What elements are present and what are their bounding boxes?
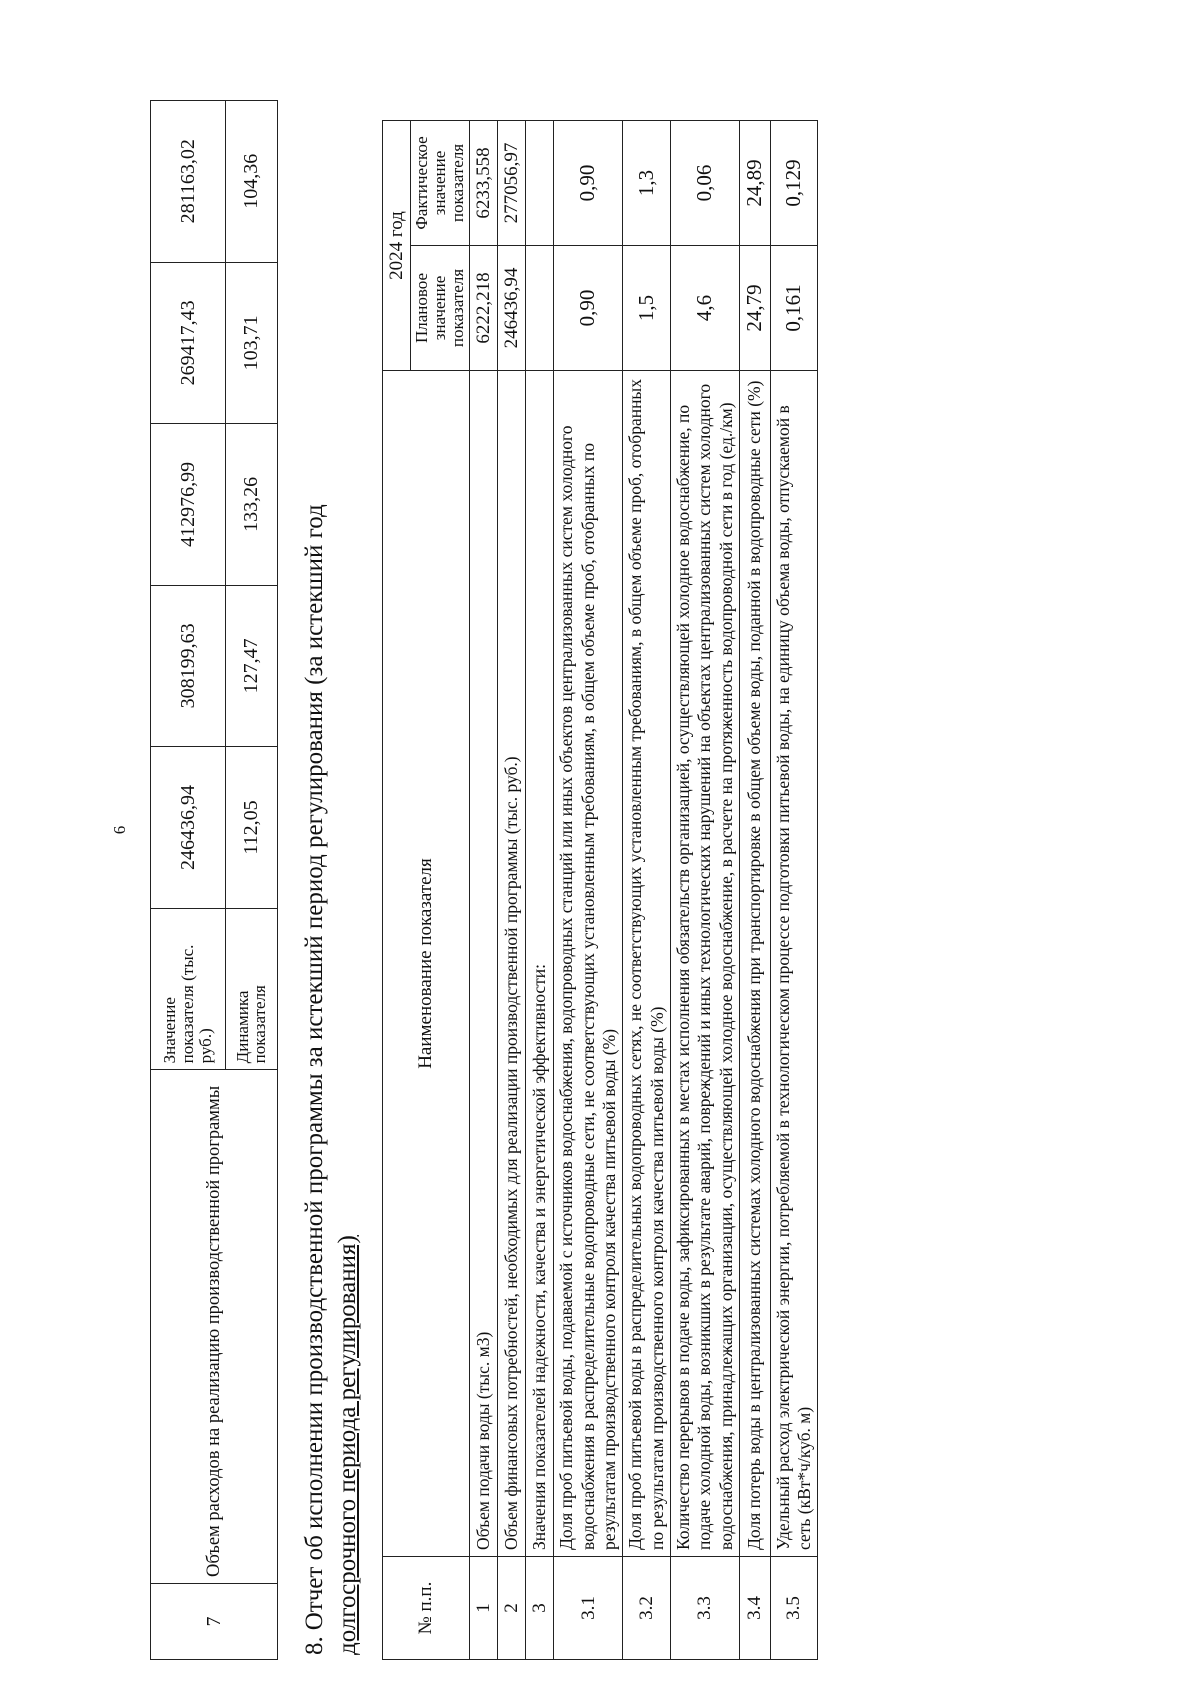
report-table bbox=[382, 120, 818, 1660]
row-no: 3.2 bbox=[623, 1557, 671, 1660]
row-name: Значения показателей надежности, качества и энергетической эффективности: bbox=[526, 371, 554, 1557]
row-plan: 246436,94 bbox=[497, 246, 525, 371]
section-heading bbox=[298, 105, 365, 1655]
value-cell: 269417,43 bbox=[151, 262, 226, 424]
table-row bbox=[670, 121, 739, 1660]
section-title: Отчет об исполнении производственной программы за истекший период регулирования (за истекший год bbox=[301, 504, 328, 1631]
value-cell: 104,36 bbox=[225, 101, 277, 263]
row-name: Количество перерывов в подаче воды, зафиксированных в местах исполнения обязательств организацией, осуществляющей холодное водоснабжение, по подаче холодной воды, возникших в результате аварий, повреждений и иных технологических нарушений на объектах централизованных систем холодного водоснабжения, принадлежащих организации, осуществляющей холодное водоснабжение, в расчете на протяженность водопроводной сети в год (ед./км) bbox=[670, 371, 739, 1557]
row-fact: 1,3 bbox=[623, 121, 671, 246]
header-year: 2024 год bbox=[383, 121, 411, 371]
row-fact: 0,06 bbox=[670, 121, 739, 246]
header-fact: Фактическое значение показателя bbox=[411, 121, 470, 246]
row-plan: 24,79 bbox=[739, 246, 770, 371]
value-cell: 127,47 bbox=[225, 585, 277, 747]
row-no: 3.3 bbox=[670, 1557, 739, 1660]
header-row bbox=[383, 121, 411, 1660]
row-fact: 0,129 bbox=[770, 121, 818, 246]
value-cell: 308199,63 bbox=[151, 585, 226, 747]
row-name: Доля потерь воды в централизованных системах холодного водоснабжения при транспортировке в общем объеме воды, поданной в водопроводные сети (%) bbox=[739, 371, 770, 1557]
indicator-name: Объем расходов на реализацию производственной программы bbox=[151, 1070, 278, 1584]
row-name: Объем финансовых потребностей, необходимых для реализации производственной программы (тыс. руб.) bbox=[497, 371, 525, 1557]
row-plan: 0,90 bbox=[554, 246, 623, 371]
row-name: Доля проб питьевой воды, подаваемой с источников водоснабжения, водопроводных станций или иных объектов централизованных систем холодного водоснабжения в распределительные водопроводные сети, не соответствующих установленным требованиям, в общем объеме проб, отобранных по результатам производственного контроля качества питьевой воды (%) bbox=[554, 371, 623, 1557]
row-fact: 6233,558 bbox=[469, 121, 497, 246]
table-row bbox=[554, 121, 623, 1660]
value-cell: 412976,99 bbox=[151, 424, 226, 586]
row-number: 7 bbox=[151, 1584, 278, 1660]
row-plan: 1,5 bbox=[623, 246, 671, 371]
row-label: Динамика показателя bbox=[225, 908, 277, 1070]
value-cell: 103,71 bbox=[225, 262, 277, 424]
row-plan bbox=[526, 246, 554, 371]
row-label: Значение показателя (тыс. руб.) bbox=[151, 908, 226, 1070]
section-number: 8. bbox=[301, 1636, 328, 1655]
row-name: Удельный расход электрической энергии, потребляемой в технологическом процессе подготовки питьевой воды, на единицу объема воды, отпускаемой в сеть (кВт*ч/куб. м) bbox=[770, 371, 818, 1557]
rotated-page-content bbox=[150, 100, 1090, 1660]
row-no: 3.4 bbox=[739, 1557, 770, 1660]
row-no: 3.5 bbox=[770, 1557, 818, 1660]
table-row bbox=[497, 121, 525, 1660]
row-plan: 0,161 bbox=[770, 246, 818, 371]
row-fact: 0,90 bbox=[554, 121, 623, 246]
table-row bbox=[739, 121, 770, 1660]
expenses-row-value bbox=[151, 101, 226, 1660]
value-cell: 281163,02 bbox=[151, 101, 226, 263]
header-name: Наименование показателя bbox=[383, 371, 470, 1557]
row-fact bbox=[526, 121, 554, 246]
table-row bbox=[469, 121, 497, 1660]
section-title-tail: долгосрочного периода регулирования) bbox=[334, 1235, 362, 1655]
row-plan: 6222,218 bbox=[469, 246, 497, 371]
page-number: 6 bbox=[110, 825, 129, 835]
expenses-table bbox=[150, 100, 278, 1660]
table-row bbox=[526, 121, 554, 1660]
header-no: № п.п. bbox=[383, 1557, 470, 1660]
row-name: Объем подачи воды (тыс. м3) bbox=[469, 371, 497, 1557]
value-cell: 133,26 bbox=[225, 424, 277, 586]
table-row bbox=[623, 121, 671, 1660]
row-no: 3.1 bbox=[554, 1557, 623, 1660]
table-row bbox=[770, 121, 818, 1660]
header-plan: Плановое значение показателя bbox=[411, 246, 470, 371]
value-cell: 112,05 bbox=[225, 747, 277, 909]
row-no: 1 bbox=[469, 1557, 497, 1660]
value-cell: 246436,94 bbox=[151, 747, 226, 909]
row-plan: 4,6 bbox=[670, 246, 739, 371]
row-no: 2 bbox=[497, 1557, 525, 1660]
row-no: 3 bbox=[526, 1557, 554, 1660]
row-fact: 24,89 bbox=[739, 121, 770, 246]
row-name: Доля проб питьевой воды в распределительных водопроводных сетях, не соответствующих установленным требованиям, в общем объеме проб, отобранных по результатам производственного контроля качества питьевой воды (%) bbox=[623, 371, 671, 1557]
row-fact: 277056,97 bbox=[497, 121, 525, 246]
